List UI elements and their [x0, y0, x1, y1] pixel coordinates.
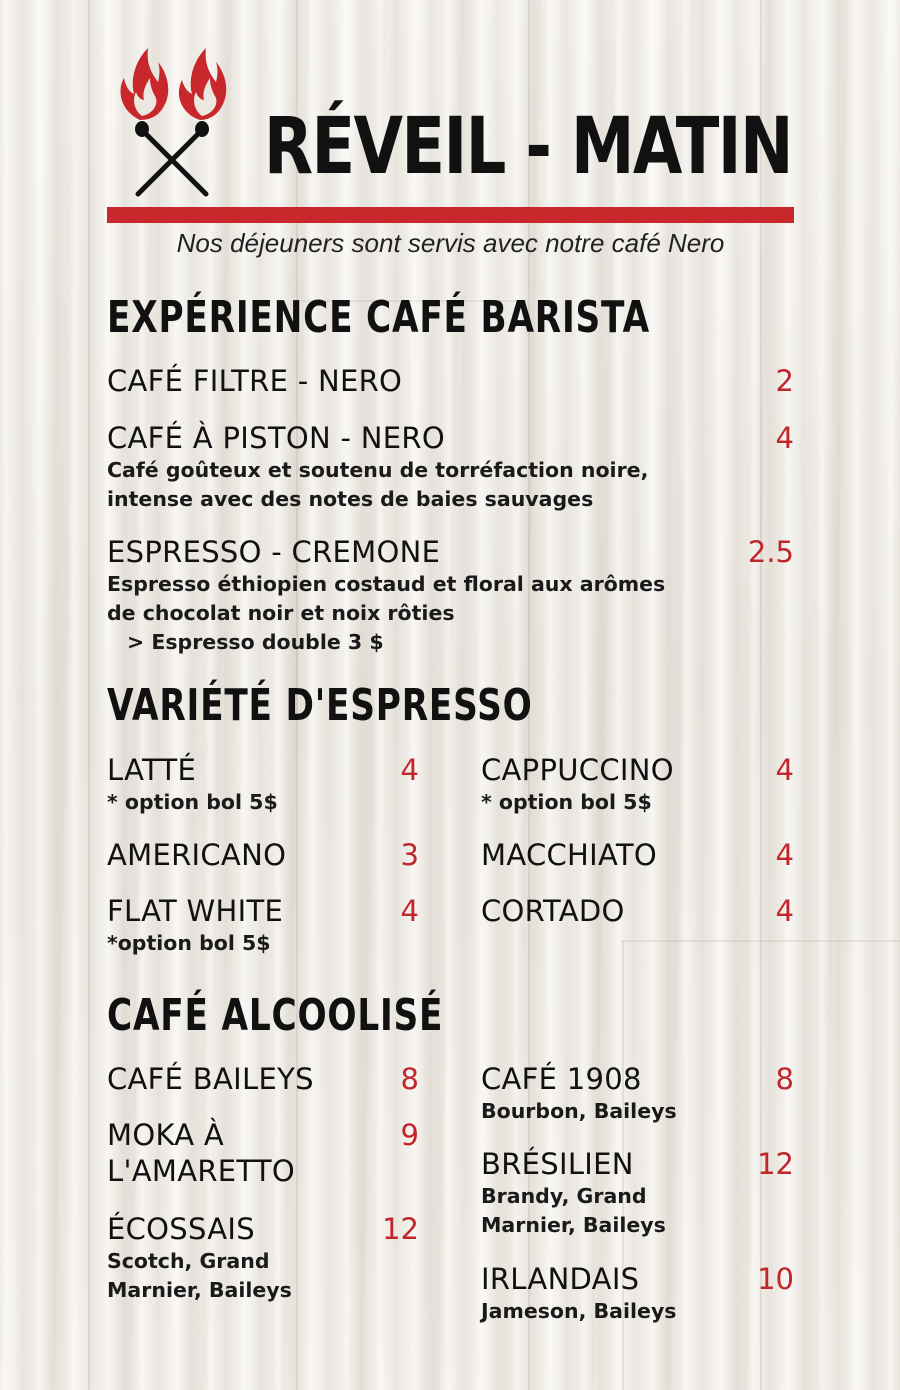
- page-subtitle: Nos déjeuners sont servis avec notre café Nero: [176, 228, 725, 258]
- item-price: 4: [775, 753, 794, 787]
- item-price: 8: [775, 1062, 794, 1096]
- item-price: 2: [775, 364, 794, 398]
- item-description: * option bol 5$: [481, 790, 652, 814]
- item-name: IRLANDAIS: [481, 1262, 640, 1296]
- menu-item: [107, 1211, 419, 1305]
- item-name: AMERICANO: [107, 838, 287, 872]
- item-name: ÉCOSSAIS: [107, 1212, 255, 1246]
- item-name: CAFÉ BAILEYS: [107, 1062, 314, 1096]
- item-description: Jameson, Baileys: [481, 1299, 677, 1323]
- item-price: 3: [400, 838, 419, 872]
- item-name: FLAT WHITE: [107, 894, 284, 928]
- item-description: Marnier, Baileys: [481, 1213, 666, 1237]
- menu-item: [481, 1146, 794, 1240]
- item-name: LATTÉ: [107, 753, 197, 787]
- item-description: * option bol 5$: [107, 790, 278, 814]
- crossed-matches-flames-icon: [112, 42, 232, 202]
- item-price: 4: [775, 838, 794, 872]
- menu-item: [107, 1117, 419, 1189]
- item-name: MACCHIATO: [481, 838, 658, 872]
- item-price: 12: [757, 1147, 794, 1181]
- menu-item: [107, 752, 419, 817]
- section-title-barista: EXPÉRIENCE CAFÉ BARISTA: [107, 292, 650, 343]
- item-name: MOKA À: [107, 1118, 225, 1152]
- item-name: CAFÉ FILTRE - NERO: [107, 364, 403, 398]
- item-name: BRÉSILIEN: [481, 1147, 634, 1181]
- item-price: 9: [400, 1118, 419, 1152]
- menu-item: [107, 837, 419, 873]
- menu-item: [481, 893, 794, 929]
- section-title-espresso: VARIÉTÉ D'ESPRESSO: [107, 680, 533, 731]
- wood-seam: [88, 0, 90, 1390]
- item-price: 10: [757, 1262, 794, 1296]
- item-price: 4: [775, 894, 794, 928]
- item-price: 4: [775, 421, 794, 455]
- menu-item: [107, 893, 419, 958]
- item-name: CAFÉ 1908: [481, 1062, 642, 1096]
- item-description: Marnier, Baileys: [107, 1278, 292, 1302]
- menu-item: [107, 420, 794, 514]
- item-price: 4: [400, 753, 419, 787]
- item-description: *option bol 5$: [107, 931, 271, 955]
- wood-seam: [622, 940, 900, 942]
- item-name: CORTADO: [481, 894, 625, 928]
- menu-item: [107, 1061, 419, 1097]
- item-price: 2.5: [747, 535, 794, 569]
- item-price: 12: [382, 1212, 419, 1246]
- item-description: de chocolat noir et noix rôties: [107, 601, 455, 625]
- item-price: 8: [400, 1062, 419, 1096]
- item-description: intense avec des notes de baies sauvages: [107, 487, 594, 511]
- page-title: RÉVEIL - MATIN: [264, 102, 792, 192]
- item-option: > Espresso double 3 $: [127, 630, 384, 654]
- menu-item: [107, 363, 794, 399]
- menu-item: [107, 534, 794, 657]
- item-name: CAPPUCCINO: [481, 753, 674, 787]
- menu-item: [481, 1061, 794, 1126]
- menu-item: [481, 752, 794, 817]
- item-description: Brandy, Grand: [481, 1184, 647, 1208]
- item-description: Espresso éthiopien costaud et floral aux arômes: [107, 572, 666, 596]
- item-name: ESPRESSO - CREMONE: [107, 535, 441, 569]
- section-title-alcool: CAFÉ ALCOOLISÉ: [107, 990, 444, 1041]
- item-name: L'AMARETTO: [107, 1154, 296, 1188]
- menu-item: [481, 837, 794, 873]
- item-description: Bourbon, Baileys: [481, 1099, 677, 1123]
- item-name: CAFÉ À PISTON - NERO: [107, 421, 445, 455]
- item-description: Café goûteux et soutenu de torréfaction noire,: [107, 458, 649, 482]
- menu-item: [481, 1261, 794, 1326]
- item-price: 4: [400, 894, 419, 928]
- header-divider: [107, 207, 794, 223]
- item-description: Scotch, Grand: [107, 1249, 270, 1273]
